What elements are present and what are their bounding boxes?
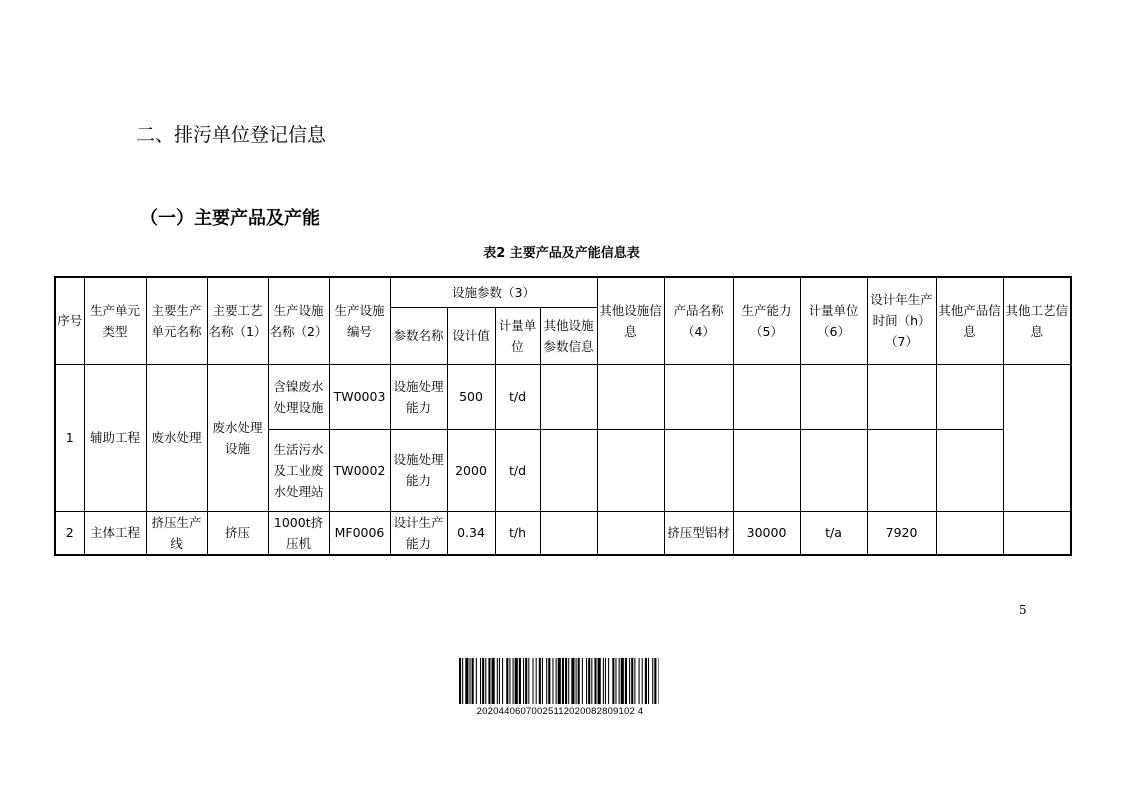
header-other-process-info: 其他工艺信息 — [1003, 277, 1071, 364]
cell-param-name: 设施处理能力 — [390, 429, 447, 511]
cell-product-name — [664, 429, 733, 511]
product-capacity-table — [54, 276, 1072, 556]
cell-param-name: 设计生产能力 — [390, 511, 447, 555]
cell-design-hours: 7920 — [867, 511, 936, 555]
section-title: 二、排污单位登记信息 — [136, 124, 327, 146]
header-unit-type: 生产单元类型 — [84, 277, 146, 364]
barcode — [459, 658, 659, 704]
cell-other-facility-info — [597, 429, 664, 511]
cell-capacity: 30000 — [733, 511, 800, 555]
header-product-name: 产品名称（4） — [664, 277, 733, 364]
subsection-title: （一）主要产品及产能 — [140, 208, 320, 229]
cell-other-process-info — [1003, 364, 1071, 511]
cell-other-product-info — [936, 364, 1003, 429]
cell-unit: t/h — [495, 511, 540, 555]
cell-other-param-info — [540, 364, 597, 429]
header-unit-name: 主要生产单元名称 — [146, 277, 207, 364]
cell-facility-code: TW0003 — [329, 364, 390, 429]
cell-unit-name: 挤压生产线 — [146, 511, 207, 555]
header-process-name: 主要工艺名称（1） — [207, 277, 268, 364]
header-facility-code: 生产设施编号 — [329, 277, 390, 364]
cell-other-facility-info — [597, 364, 664, 429]
table-caption: 表2 主要产品及产能信息表 — [483, 246, 640, 261]
page-number: 5 — [1019, 603, 1027, 617]
cell-other-param-info — [540, 429, 597, 511]
cell-param-name: 设施处理能力 — [390, 364, 447, 429]
cell-product-name — [664, 364, 733, 429]
header-seq: 序号 — [55, 277, 84, 364]
cell-unit-type: 辅助工程 — [84, 364, 146, 511]
header-design-value: 设计值 — [447, 307, 495, 364]
cell-other-product-info — [936, 429, 1003, 511]
cell-other-process-info — [1003, 511, 1071, 555]
cell-capacity-unit — [800, 364, 867, 429]
header-capacity: 生产能力（5） — [733, 277, 800, 364]
cell-capacity — [733, 429, 800, 511]
barcode-number: 20204406070025112020082809102 4 — [476, 706, 644, 717]
cell-design-value: 500 — [447, 364, 495, 429]
cell-other-facility-info — [597, 511, 664, 555]
cell-facility-name: 1000t挤压机 — [268, 511, 329, 555]
cell-unit-type: 主体工程 — [84, 511, 146, 555]
cell-other-product-info — [936, 511, 1003, 555]
cell-unit-name: 废水处理 — [146, 364, 207, 511]
cell-capacity — [733, 364, 800, 429]
cell-process-name: 废水处理设施 — [207, 364, 268, 511]
cell-design-value: 2000 — [447, 429, 495, 511]
cell-facility-name: 生活污水及工业废水处理站 — [268, 429, 329, 511]
cell-design-value: 0.34 — [447, 511, 495, 555]
header-other-product-info: 其他产品信息 — [936, 277, 1003, 364]
header-capacity-unit: 计量单位（6） — [800, 277, 867, 364]
cell-other-param-info — [540, 511, 597, 555]
cell-seq: 2 — [55, 511, 84, 555]
cell-design-hours — [867, 429, 936, 511]
cell-capacity-unit — [800, 429, 867, 511]
cell-design-hours — [867, 364, 936, 429]
cell-product-name: 挤压型铝材 — [664, 511, 733, 555]
header-design-hours: 设计年生产时间（h）（7） — [867, 277, 936, 364]
header-unit: 计量单位 — [495, 307, 540, 364]
header-other-param-info: 其他设施参数信息 — [540, 307, 597, 364]
table-row — [55, 364, 1071, 429]
header-facility-params: 设施参数（3） — [390, 277, 597, 307]
cell-unit: t/d — [495, 364, 540, 429]
cell-facility-code: TW0002 — [329, 429, 390, 511]
header-other-facility-info: 其他设施信息 — [597, 277, 664, 364]
cell-facility-code: MF0006 — [329, 511, 390, 555]
cell-facility-name: 含镍废水处理设施 — [268, 364, 329, 429]
header-facility-name: 生产设施名称（2） — [268, 277, 329, 364]
cell-unit: t/d — [495, 429, 540, 511]
table-row — [55, 511, 1071, 555]
header-param-name: 参数名称 — [390, 307, 447, 364]
cell-capacity-unit: t/a — [800, 511, 867, 555]
cell-seq: 1 — [55, 364, 84, 511]
cell-process-name: 挤压 — [207, 511, 268, 555]
